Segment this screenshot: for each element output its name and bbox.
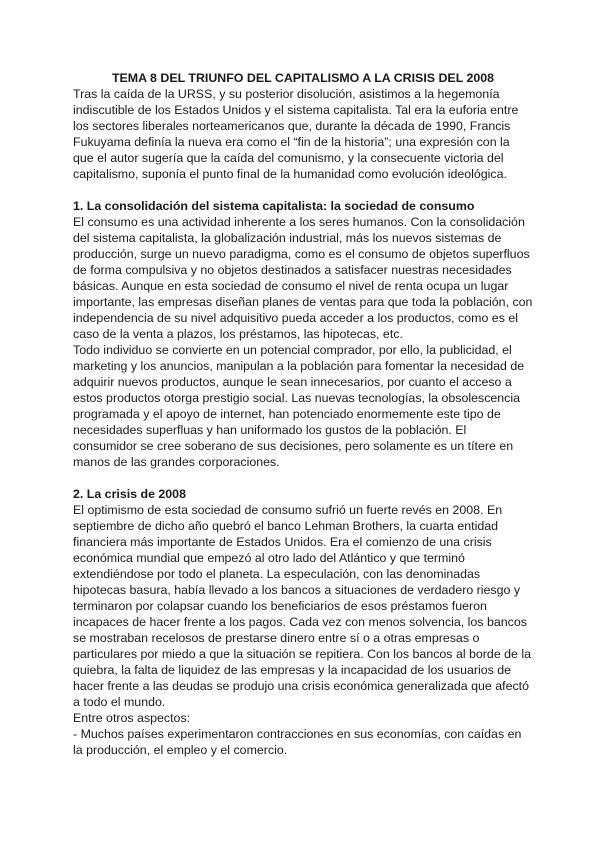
consumo-paragraph-2: Todo individuo se convierte en un potencial comprador, por ello, la publicidad, el marketing y los anuncios, manipulan a la población para fomentar la necesidad de adquirir nuevos productos, aunque le sean innecesarios, por cuanto el acceso a estos productos otorga prestigio social. Las nuevas tecnologías, la obsolescencia programada y el apoyo de internet, han potenciado enormemente este tipo de necesidades superfluas y han uniformado los gustos de la población. El consumidor se cree soberano de sus decisiones, pero solamente es un títere en manos de las grandes corporaciones.	[73, 343, 525, 469]
document-page	[73, 70, 533, 758]
section-spacer	[73, 182, 533, 198]
crisis-list-item: - Muchos países experimentaron contracciones en sus economías, con caídas en la producción, el empleo y el comercio.	[73, 727, 522, 757]
crisis-paragraph-1: El optimismo de esta sociedad de consumo sufrió un fuerte revés en 2008. En septiembre de dicho año quebró el banco Lehman Brothers, la cuarta entidad financiera más importante de Estados Unidos. Era el comienzo de una crisis económica mundial que empezó al otro lado del Atlántico y que terminó extendiéndose por todo el planeta. La especulación, con las denominadas hipotecas basura, había llevado a los bancos a situaciones de verdadero riesgo y terminaron por colapsar cuando los beneficiarios de esos préstamos fueron incapaces de hacer frente a los pagos. Cada vez con menos solvencia, los bancos se mostraban recelosos de prestarse dinero entre sí o a otras empresas o particulares por miedo a que la situación se repitiera. Con los bancos al borde de la quiebra, la falta de liquidez de las empresas y la incapacidad de los usuarios de hacer frente a las deudas se produjo una crisis económica generalizada que afectó a todo el mundo.	[73, 503, 532, 709]
section-heading-crisis: 2. La crisis de 2008	[73, 487, 186, 501]
section-heading-consumo: 1. La consolidación del sistema capitalista: la sociedad de consumo	[73, 199, 475, 213]
intro-paragraph: Tras la caída de la URSS, y su posterior disolución, asistimos a la hegemonía indiscutible de los Estados Unidos y el sistema capitalista. Tal era la euforia entre los sectores liberales norteamericanos que, durante la década de 1990, Francis Fukuyama definía la nueva era como el “fin de la historia”; una expresión con la que el autor sugería que la caída del comunismo, y la consecuente victoria del capitalismo, suponía el punto final de la humanidad como evolución ideológica.	[73, 87, 519, 181]
crisis-paragraph-2: Entre otros aspectos:	[73, 711, 191, 725]
document-title: TEMA 8 DEL TRIUNFO DEL CAPITALISMO A LA CRISIS DEL 2008	[111, 71, 495, 85]
section-spacer	[73, 470, 533, 486]
consumo-paragraph-1: El consumo es una actividad inherente a los seres humanos. Con la consolidación del sistema capitalista, la globalización industrial, más los nuevos sistemas de producción, surge un nuevo paradigma, como es el consumo de objetos superfluos de forma compulsiva y no objetos destinados a satisfacer nuestras necesidades básicas. Aunque en esta sociedad de consumo el nivel de renta ocupa un lugar importante, las empresas diseñan planes de ventas para que toda la población, con independencia de su nivel adquisitivo pueda acceder a los productos, como es el caso de la venta a plazos, los préstamos, las hipotecas, etc.	[73, 215, 533, 341]
